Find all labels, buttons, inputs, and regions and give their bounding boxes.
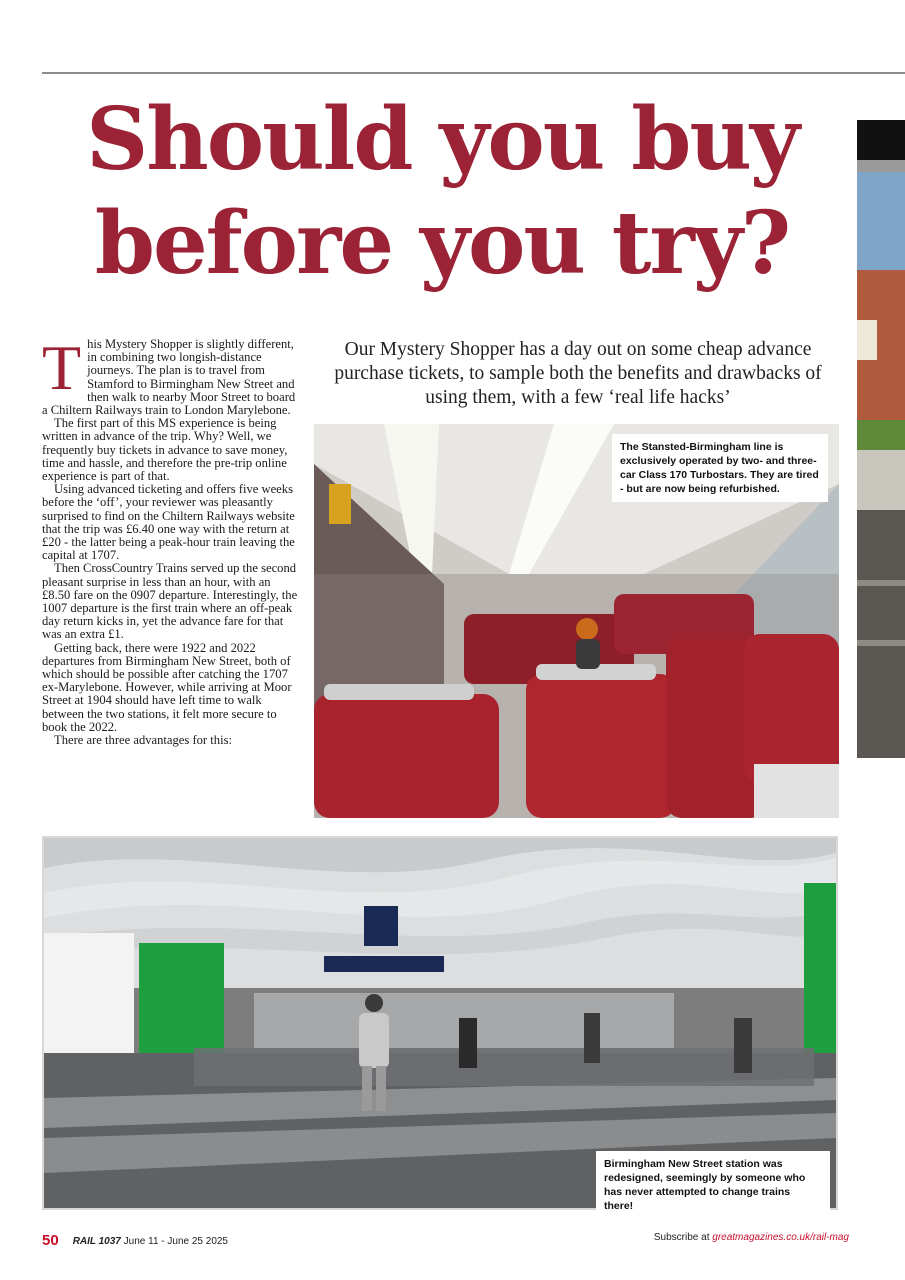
body-column	[42, 338, 298, 830]
issue-date: June 11 - June 25 2025	[123, 1236, 228, 1247]
train-photo-caption: The Stansted-Birmingham line is exclusively operated by two- and three-car Class 170 Turbostars. They are tired - but are now being refurbished.	[612, 434, 828, 502]
body-paragraph-2: The first part of this MS experience is being written in advance of the trip. Why? Well, we frequently buy tickets in advance to save money, time and hassle, and therefore the pre-trip online experience is part of that.	[42, 416, 288, 484]
drop-cap: T	[42, 338, 82, 403]
subscribe-link[interactable]: greatmagazines.co.uk/rail-mag	[712, 1232, 849, 1243]
headline: Should you buy before you try?	[86, 89, 798, 294]
standfirst: Our Mystery Shopper has a day out on some cheap advance purchase tickets, to sample both the benefits and drawbacks of using them, with a few ‘real life hacks’	[334, 339, 822, 408]
body-paragraph-1	[42, 338, 298, 417]
footer-right	[654, 1232, 849, 1243]
station-photo-caption: Birmingham New Street station was redesigned, seemingly by someone who has never attempted to change trains there!	[596, 1151, 830, 1219]
magazine-issue: RAIL 1037	[72, 1236, 121, 1247]
top-rule	[42, 72, 905, 74]
right-edge-photo	[857, 120, 905, 758]
body-paragraph-5: Getting back, there were 1922 and 2022 departures from Birmingham New Street, both of which should be possible after catching the 1707 ex-Marylebone. However, while arriving at Moor Street at 1904 should have left time to walk between the two stations, it felt more secure to book the 2022.	[42, 640, 292, 734]
subscribe-prefix: Subscribe at	[653, 1232, 713, 1243]
footer-left	[42, 1232, 228, 1249]
body-paragraph-1-text: his Mystery Shopper is slightly different, in combining two longish-distance journeys. The plan is to travel from Stamford to Birmingham New Street and then walk to nearby Moor Street to board a Chiltern Railways train to London Marylebone.	[42, 338, 296, 418]
body-paragraph-3: Using advanced ticketing and offers five weeks before the ‘off’, your reviewer was pleasantly surprised to find on the Chiltern Railways website that the trip was £6.40 one way with the return at £20 - the latter being a peak-hour train leaving the capital at 1707.	[42, 482, 295, 563]
page-number: 50	[42, 1232, 59, 1249]
body-paragraph-6: There are three advantages for this:	[54, 733, 232, 748]
body-paragraph-4: Then CrossCountry Trains served up the second pleasant surprise in less than an hour, with an £8.50 fare on the 0907 departure. Interestingly, the 1007 departure is the first train where an off-peak day return kicks in, yet the advance fare for that was an extra £1.	[42, 561, 298, 642]
